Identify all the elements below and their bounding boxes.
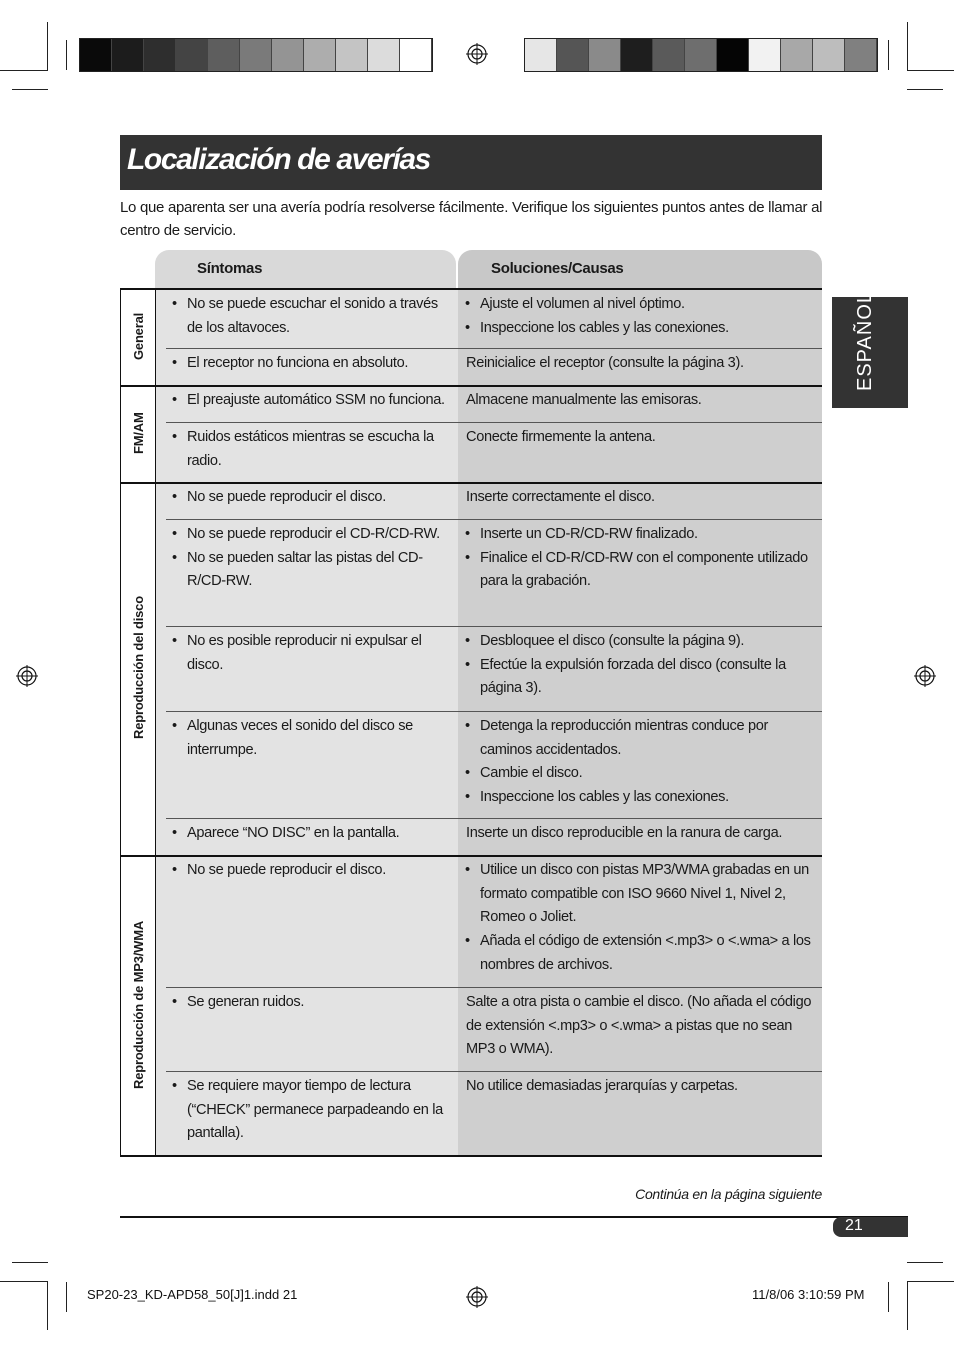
group-rule: [120, 385, 822, 387]
color-swatch: [781, 39, 813, 71]
symptom-item: • Se requiere mayor tiempo de lectura (“CHECK” permanece parpadeando en la pantalla).: [166, 1075, 452, 1146]
symptom-item: • No se puede reproducir el disco.: [166, 486, 452, 510]
crop-mark: [907, 1282, 908, 1330]
symptom-list: [166, 630, 452, 677]
color-swatch: [525, 39, 557, 71]
registration-mark-icon: [466, 43, 488, 65]
crop-mark: [12, 89, 48, 90]
table-top-rule: [120, 288, 822, 290]
row-separator: [166, 348, 822, 349]
row-separator: [166, 1071, 822, 1072]
color-swatch: [845, 39, 877, 71]
color-swatch: [80, 39, 112, 71]
slug-file: SP20-23_KD-APD58_50[J]1.indd 21: [87, 1287, 298, 1302]
color-swatch: [400, 39, 432, 71]
solution-cell: [459, 630, 819, 701]
color-swatch: [813, 39, 845, 71]
symptom-cell: [166, 486, 452, 510]
symptom-item: • Aparece “NO DISC” en la pantalla.: [166, 822, 452, 846]
color-swatch: [749, 39, 781, 71]
symptom-cell: [166, 715, 452, 762]
registration-mark-icon: [914, 665, 936, 687]
title-banner: [120, 135, 822, 190]
language-tab: [832, 291, 908, 408]
solution-item: • Utilice un disco con pistas MP3/WMA grabadas en un formato compatible con ISO 9660 Nivel 1, Nivel 2, Romeo o Joliet.: [459, 859, 819, 930]
crop-mark: [66, 1282, 67, 1312]
solution-cell: Reinicialice el receptor (consulte la página 3).: [466, 355, 744, 371]
crop-mark: [907, 70, 954, 71]
color-swatch: [112, 39, 144, 71]
symptom-item: • No se puede reproducir el CD-R/CD-RW.: [166, 523, 452, 547]
row-separator: [166, 987, 822, 988]
page-number-badge: [833, 1217, 908, 1237]
category-label: Reproducción de MP3/WMA: [131, 920, 146, 1089]
solution-list: [459, 859, 819, 978]
row-separator: [166, 519, 822, 520]
solutions-header: [458, 250, 822, 288]
solution-cell: Almacene manualmente las emisoras.: [466, 392, 702, 408]
registration-mark-icon: [16, 665, 38, 687]
symptom-item: • Ruidos estáticos mientras se escucha la radio.: [166, 426, 452, 473]
symptom-item: • No se puede escuchar el sonido a través de los altavoces.: [166, 293, 452, 340]
symptoms-header: [155, 250, 456, 288]
symptom-item: • El preajuste automático SSM no funciona.: [166, 389, 452, 413]
symptom-list: [166, 426, 452, 473]
crop-mark: [12, 1262, 48, 1263]
solution-cell: Inserte un disco reproducible en la ranura de carga.: [466, 825, 783, 841]
symptoms-header-label: Síntomas: [197, 260, 263, 277]
solution-item: • Cambie el disco.: [459, 762, 819, 786]
category-label: FM/AM: [131, 412, 146, 454]
color-swatch: [304, 39, 336, 71]
category-divider: [155, 288, 156, 1156]
solution-item: • Detenga la reproducción mientras conduce por caminos accidentados.: [459, 715, 819, 762]
symptom-list: [166, 1075, 452, 1146]
symptom-list: [166, 859, 452, 883]
solution-cell: [459, 859, 819, 978]
symptom-list: [166, 822, 452, 846]
symptom-cell: [166, 523, 452, 594]
solution-item: • Efectúe la expulsión forzada del disco (consulte la página 3).: [459, 654, 819, 701]
symptom-cell: [166, 352, 452, 376]
footer-rule: [120, 1216, 908, 1218]
color-swatch: [240, 39, 272, 71]
color-swatch: [621, 39, 653, 71]
color-calibration-bar-right: [524, 38, 878, 72]
group-rule: [120, 855, 822, 857]
symptom-list: [166, 293, 452, 340]
solution-item: • Ajuste el volumen al nivel óptimo.: [459, 293, 819, 317]
solution-cell: [459, 715, 819, 810]
crop-mark: [907, 1262, 943, 1263]
crop-mark: [907, 22, 908, 70]
color-swatch: [368, 39, 400, 71]
symptom-list: [166, 486, 452, 510]
category-label: Reproducción del disco: [131, 596, 146, 740]
solution-item: • Inserte un CD-R/CD-RW finalizado.: [459, 523, 819, 547]
color-swatch: [717, 39, 749, 71]
row-separator: [166, 818, 822, 819]
symptom-cell: [166, 293, 452, 340]
symptom-cell: [166, 822, 452, 846]
category-label: General: [131, 312, 146, 360]
language-tab-label: ESPAÑOL: [854, 291, 876, 391]
solution-list: [459, 523, 819, 594]
crop-mark: [907, 89, 943, 90]
solution-item: • Añada el código de extensión <.mp3> o <.wma> a los nombres de archivos.: [459, 930, 819, 977]
symptom-item: • No se puede reproducir el disco.: [166, 859, 452, 883]
solution-cell: [459, 293, 819, 340]
symptom-cell: [166, 859, 452, 883]
symptom-list: [166, 715, 452, 762]
color-swatch: [589, 39, 621, 71]
intro-text: Lo que aparenta ser una avería podría resolverse fácilmente. Verifique los siguientes puntos antes de llamar al centro de servicio.: [120, 199, 823, 239]
color-swatch: [144, 39, 176, 71]
color-swatch: [685, 39, 717, 71]
group-rule: [120, 482, 822, 484]
crop-mark: [888, 40, 889, 70]
solution-item: • Desbloquee el disco (consulte la página 9).: [459, 630, 819, 654]
color-swatch: [272, 39, 304, 71]
symptom-list: [166, 523, 452, 594]
solution-list: [459, 715, 819, 810]
solutions-header-label: Soluciones/Causas: [491, 260, 624, 277]
slug-date: 11/8/06 3:10:59 PM: [752, 1287, 865, 1302]
page-number: 21: [845, 1217, 863, 1234]
solution-cell: Salte a otra pista o cambie el disco. (No añada el código de extensión <.mp3> o <.wma> a pistas que no sean MP3 o WMA).: [466, 994, 812, 1058]
crop-mark: [0, 70, 48, 71]
symptom-cell: [166, 991, 452, 1015]
crop-mark: [0, 1281, 48, 1282]
symptom-cell: [166, 630, 452, 677]
row-separator: [166, 626, 822, 627]
symptom-list: [166, 389, 452, 413]
color-swatch: [208, 39, 240, 71]
page-title: Localización de averías: [127, 143, 430, 176]
crop-mark: [888, 1282, 889, 1312]
table-left-rule: [120, 288, 121, 1156]
symptom-cell: [166, 389, 452, 413]
crop-mark: [47, 1282, 48, 1330]
group-rule: [120, 1155, 822, 1157]
color-swatch: [336, 39, 368, 71]
symptom-item: • Se generan ruidos.: [166, 991, 452, 1015]
solution-item: • Finalice el CD-R/CD-RW con el componente utilizado para la grabación.: [459, 547, 819, 594]
registration-mark-icon: [466, 1286, 488, 1308]
solution-cell: Conecte firmemente la antena.: [466, 429, 656, 445]
crop-mark: [66, 40, 67, 70]
solution-cell: Inserte correctamente el disco.: [466, 489, 655, 505]
symptom-item: • Algunas veces el sonido del disco se interrumpe.: [166, 715, 452, 762]
solution-item: • Inspeccione los cables y las conexiones.: [459, 786, 819, 810]
row-separator: [166, 422, 822, 423]
color-swatch: [176, 39, 208, 71]
color-swatch: [653, 39, 685, 71]
crop-mark: [47, 22, 48, 70]
crop-mark: [907, 1281, 954, 1282]
symptom-item: • No se pueden saltar las pistas del CD-R/CD-RW.: [166, 547, 452, 594]
symptom-cell: [166, 1075, 452, 1146]
solution-cell: [459, 523, 819, 594]
continue-note: Continúa en la página siguiente: [635, 1186, 822, 1202]
solution-list: [459, 293, 819, 340]
color-swatch: [557, 39, 589, 71]
symptom-cell: [166, 426, 452, 473]
solution-item: • Inspeccione los cables y las conexiones.: [459, 317, 819, 341]
row-separator: [166, 711, 822, 712]
symptom-list: [166, 991, 452, 1015]
symptom-list: [166, 352, 452, 376]
solution-list: [459, 630, 819, 701]
solution-cell: No utilice demasiadas jerarquías y carpetas.: [466, 1078, 738, 1094]
color-calibration-bar-left: [79, 38, 433, 72]
symptom-item: • El receptor no funciona en absoluto.: [166, 352, 452, 376]
symptom-item: • No es posible reproducir ni expulsar el disco.: [166, 630, 452, 677]
